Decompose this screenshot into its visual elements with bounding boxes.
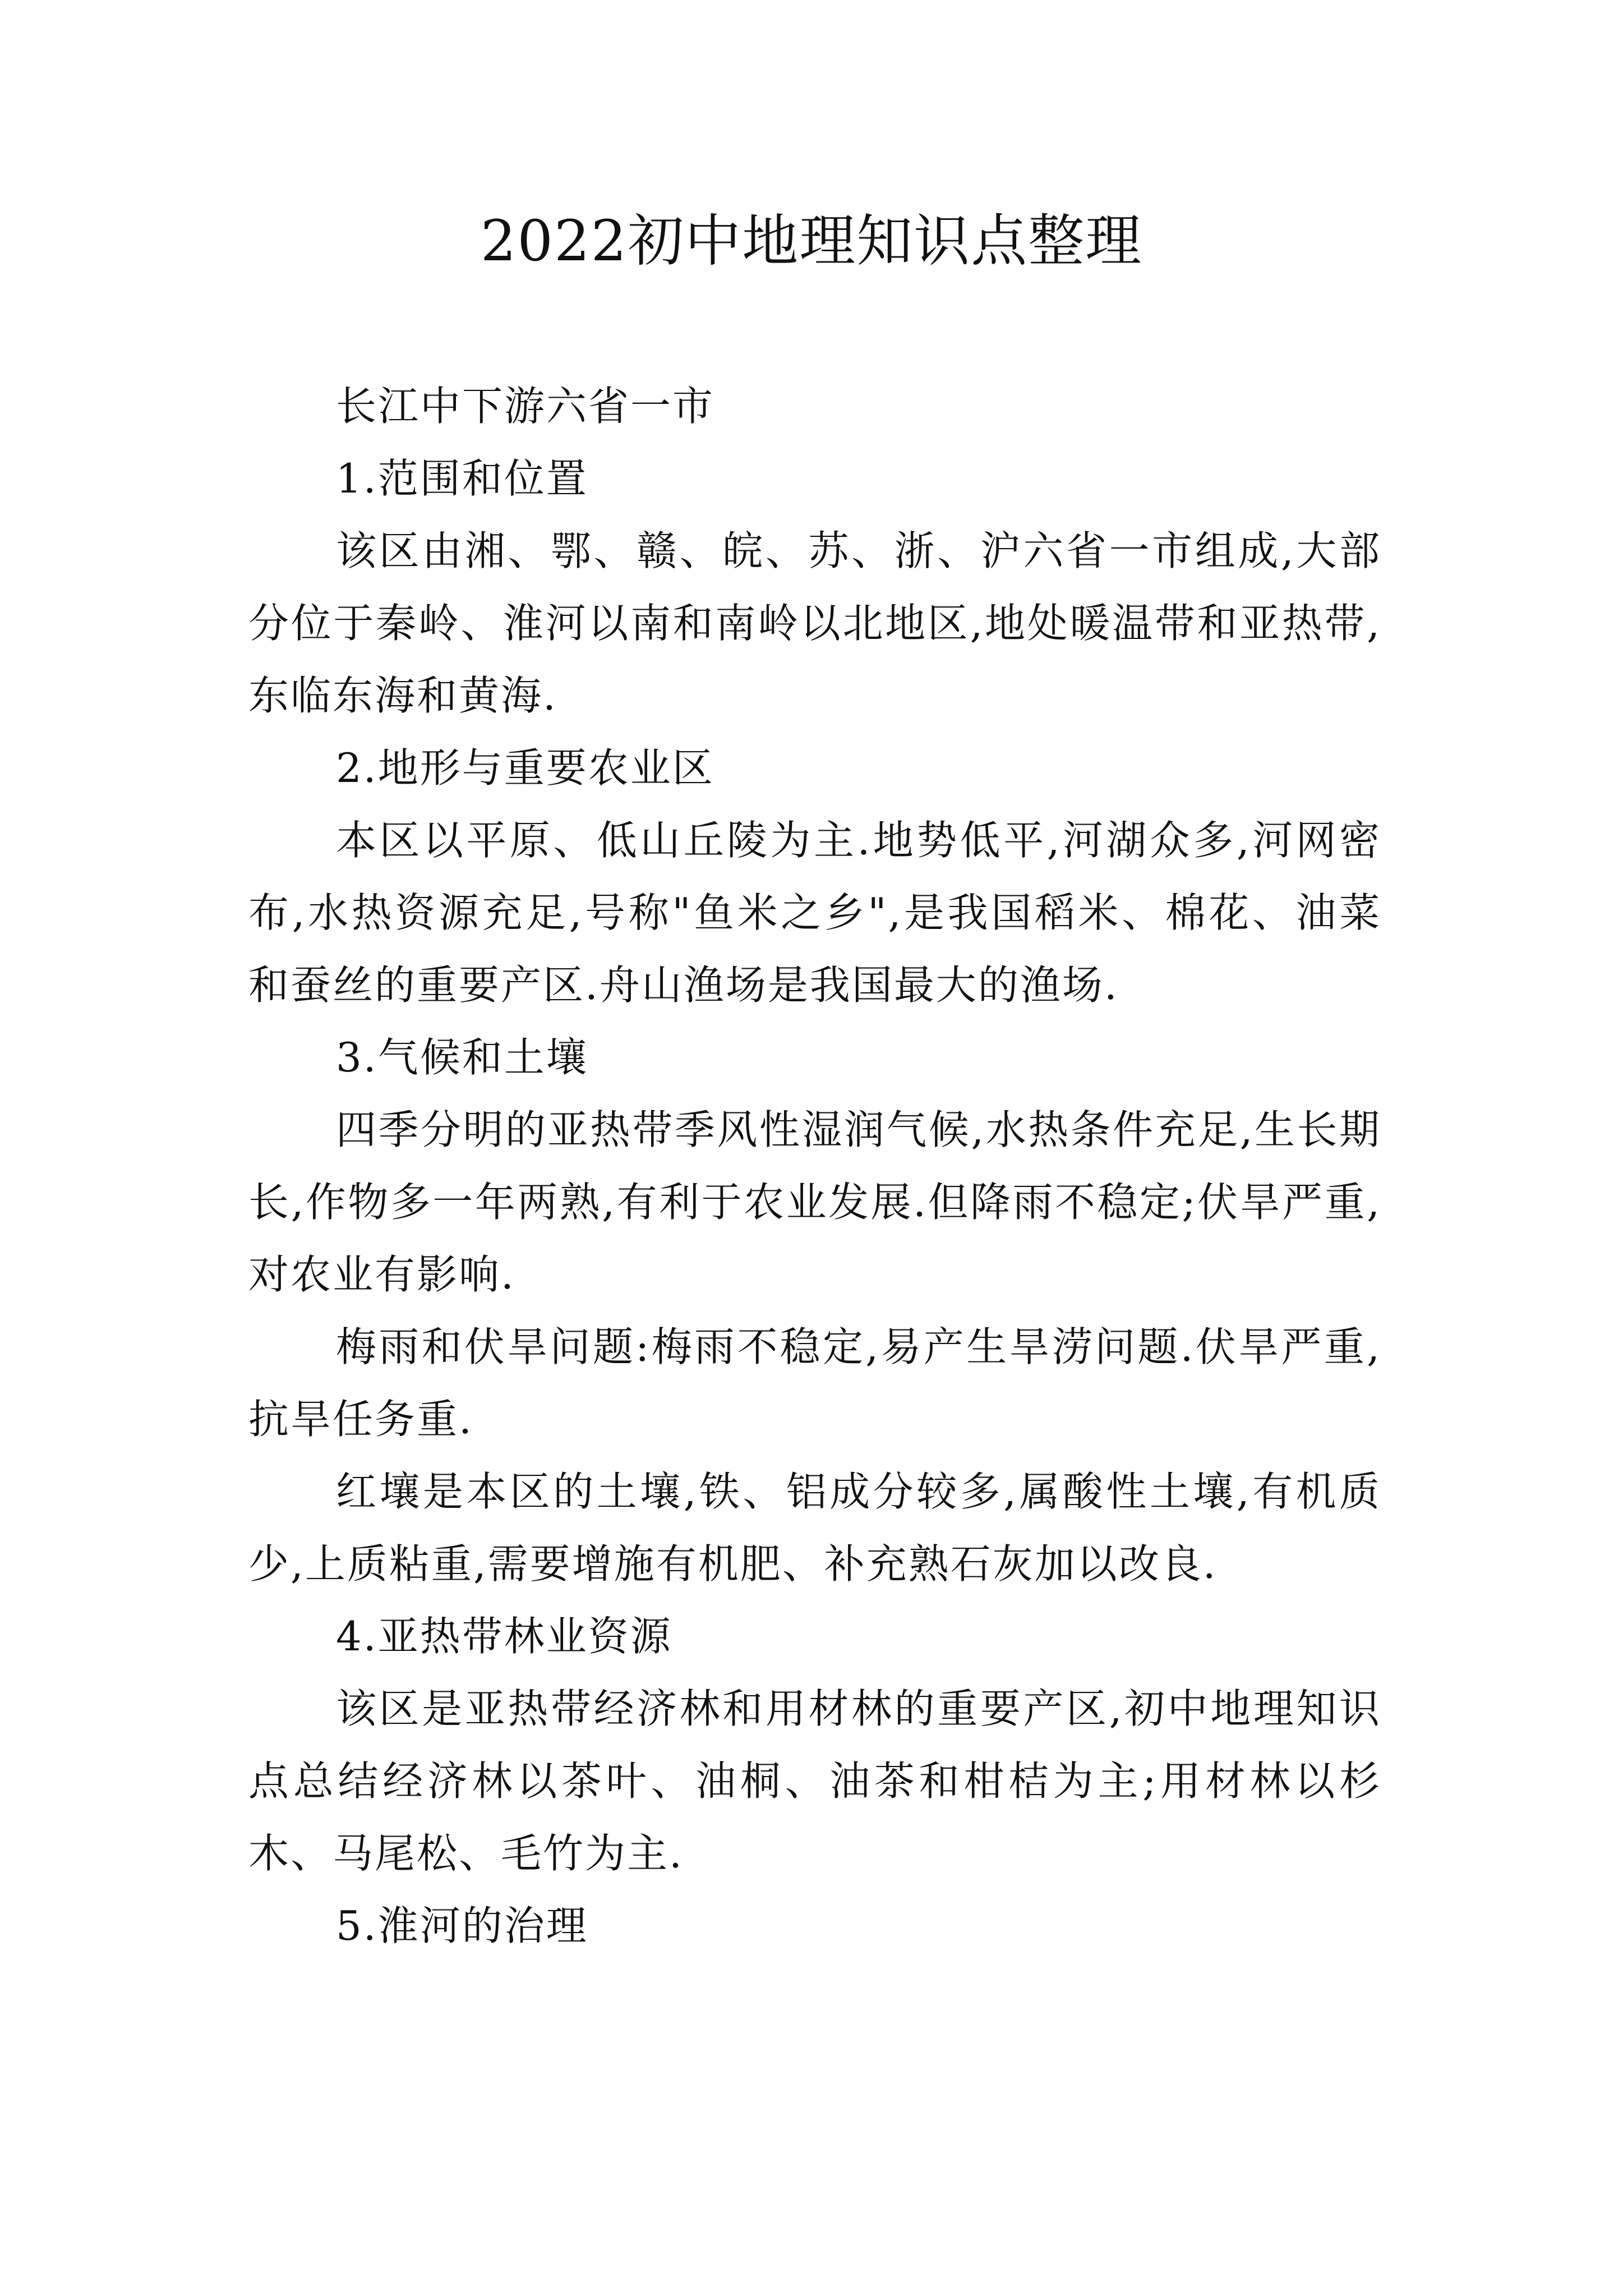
section-heading: 长江中下游六省一市 bbox=[336, 383, 715, 430]
body-paragraph: 红壤是本区的土壤,铁、铝成分较多,属酸性土壤,有机质少,上质粘重,需要增施有机肥、补充熟石灰加以改良. bbox=[248, 1468, 1381, 1588]
subsection-heading: 2.地形与重要农业区 bbox=[336, 744, 714, 792]
subsection-heading: 5.淮河的治理 bbox=[336, 1902, 588, 1949]
body-paragraph: 该区是亚热带经济林和用材林的重要产区,初中地理知识点总结经济林以茶叶、油桐、油茶和柑桔为主;用材林以杉木、马尾松、毛竹为主. bbox=[248, 1685, 1381, 1877]
subsection-heading: 4.亚热带林业资源 bbox=[336, 1613, 672, 1660]
body-paragraph: 四季分明的亚热带季风性湿润气候,水热条件充足,生长期长,作物多一年两熟,有利于农业发展.但降雨不稳定;伏旱严重,对农业有影响. bbox=[248, 1106, 1381, 1298]
subsection-heading: 1.范围和位置 bbox=[336, 455, 588, 502]
document-title: 2022初中地理知识点整理 bbox=[480, 208, 1143, 274]
body-paragraph: 梅雨和伏旱问题:梅雨不稳定,易产生旱涝问题.伏旱严重,抗旱任务重. bbox=[248, 1323, 1381, 1443]
document-body bbox=[248, 370, 1381, 1962]
body-paragraph: 该区由湘、鄂、赣、皖、苏、浙、沪六省一市组成,大部分位于秦岭、淮河以南和南岭以北地区,地处暖温带和亚热带,东临东海和黄海. bbox=[248, 527, 1381, 719]
body-paragraph: 本区以平原、低山丘陵为主.地势低平,河湖众多,河网密布,水热资源充足,号称"鱼米之乡",是我国稻米、棉花、油菜和蚕丝的重要产区.舟山渔场是我国最大的渔场. bbox=[248, 817, 1381, 1009]
subsection-heading: 3.气候和土壤 bbox=[336, 1034, 588, 1081]
